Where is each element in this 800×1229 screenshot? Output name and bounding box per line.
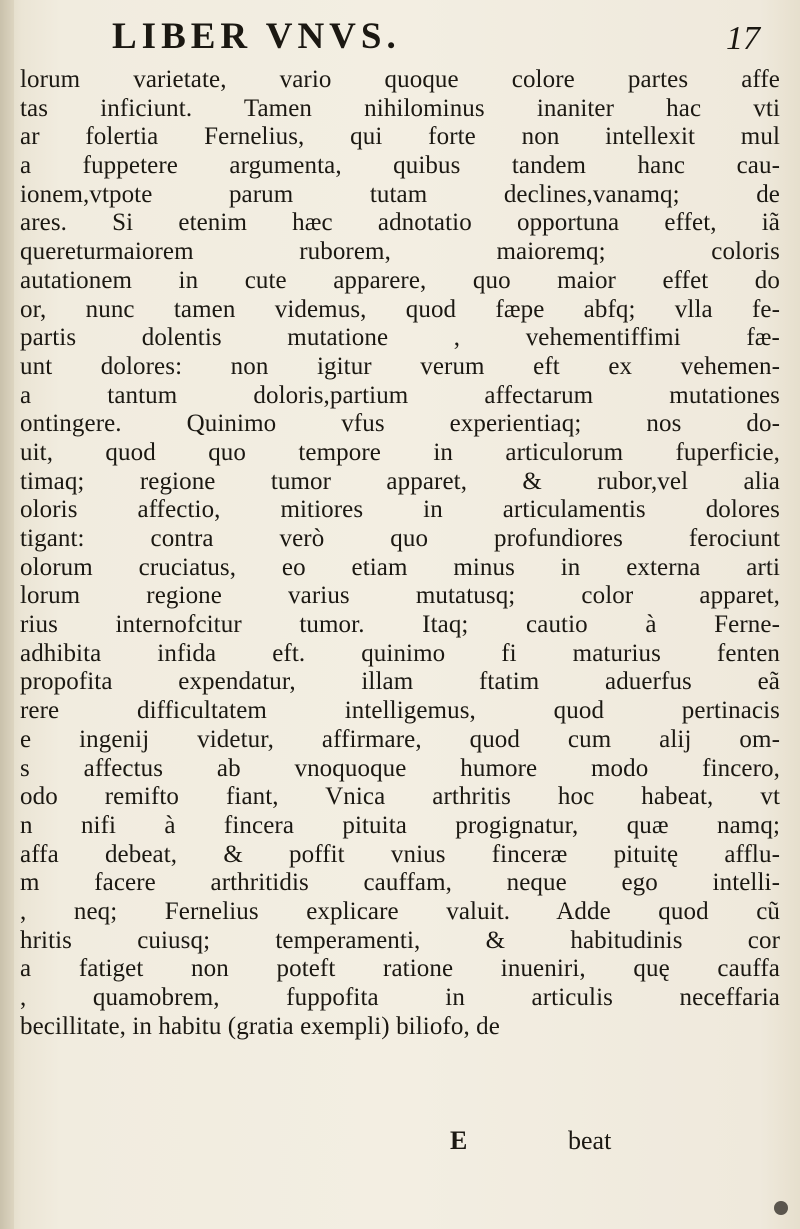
text-line: , quamobrem, fuppofita in articulis neceffaria: [20, 984, 780, 1011]
text-line: tas inficiunt. Tamen nihilominus inaniter hac vti: [20, 94, 780, 122]
text-line: ionem,vtpote parum tutam declines,vanamq; de: [20, 180, 780, 208]
signature-mark: E: [450, 1126, 468, 1155]
text-line: m facere arthritidis cauffam, neque ego intelli-: [20, 869, 780, 897]
text-line: s affectus ab vnoquoque humore modo fincero,: [20, 754, 780, 782]
text-line: affa debeat, & poffit vnius finceræ pituitę afflu-: [20, 840, 780, 868]
text-line: uit, quod quo tempore in articulorum fuperficie,: [20, 438, 780, 466]
text-line: olorum cruciatus, eo etiam minus in externa arti: [20, 553, 780, 581]
text-line: unt dolores: non igitur verum eft ex vehemen-: [20, 352, 780, 380]
text-line: or, nunc tamen videmus, quod fæpe abfq; vlla fe-: [20, 295, 780, 323]
text-line: a fatiget non poteft ratione inueniri, quę cauffa: [20, 955, 780, 983]
text-line: ares. Si etenim hæc adnotatio opportuna effet, iã: [20, 209, 780, 237]
text-line: ontingere. Quinimo vfus experientiaq; nos do-: [20, 410, 780, 438]
text-line: tigant: contra verò quo profundiores ferociunt: [20, 525, 780, 552]
running-head: LIBER VNVS.: [112, 16, 401, 57]
binding-gutter: [0, 0, 14, 1229]
text-line: quereturmaiorem ruborem, maioremq; coloris: [20, 238, 780, 266]
text-line: , neq; Fernelius explicare valuit. Adde quod cũ: [20, 897, 780, 925]
catchline: [0, 1126, 800, 1156]
text-line: ar folertia Fernelius, qui forte non intellexit mul: [20, 123, 780, 151]
text-line: e ingenij videtur, affirmare, quod cum alij om-: [20, 725, 780, 753]
page-number: 17: [726, 20, 760, 57]
body-text: [20, 66, 780, 1041]
text-line: timaq; regione tumor apparet, & rubor,vel alia: [20, 467, 780, 495]
catchword: beat: [568, 1126, 612, 1155]
text-line: oloris affectio, mitiores in articulamentis dolores: [20, 496, 780, 524]
text-line: propofita expendatur, illam ftatim aduerfus eã: [20, 668, 780, 696]
text-line: partis dolentis mutatione , vehementiffimi fæ-: [20, 324, 780, 352]
text-line: lorum regione varius mutatusq; color apparet,: [20, 582, 780, 610]
text-line: n nifi à fincera pituita progignatur, quæ namq;: [20, 811, 780, 839]
text-line: rere difficultatem intelligemus, quod pertinacis: [20, 697, 780, 725]
text-line: becillitate, in habitu (gratia exempli) biliofo, de: [20, 1012, 500, 1040]
text-line: adhibita infida eft. quinimo fi maturius fenten: [20, 639, 780, 667]
text-line: rius internofcitur tumor. Itaq; cautio à Ferne-: [20, 611, 780, 639]
text-line: a fuppetere argumenta, quibus tandem hanc cau-: [20, 152, 780, 180]
text-line: autationem in cute apparere, quo maior effet do: [20, 266, 780, 294]
ink-stain-icon: [774, 1201, 788, 1215]
text-line: lorum varietate, vario quoque colore partes affe: [20, 66, 780, 93]
text-line: a tantum doloris,partium affectarum mutationes: [20, 381, 780, 409]
text-line: odo remifto fiant, Vnica arthritis hoc habeat, vt: [20, 783, 780, 811]
text-line: hritis cuiusq; temperamenti, & habitudinis cor: [20, 926, 780, 954]
